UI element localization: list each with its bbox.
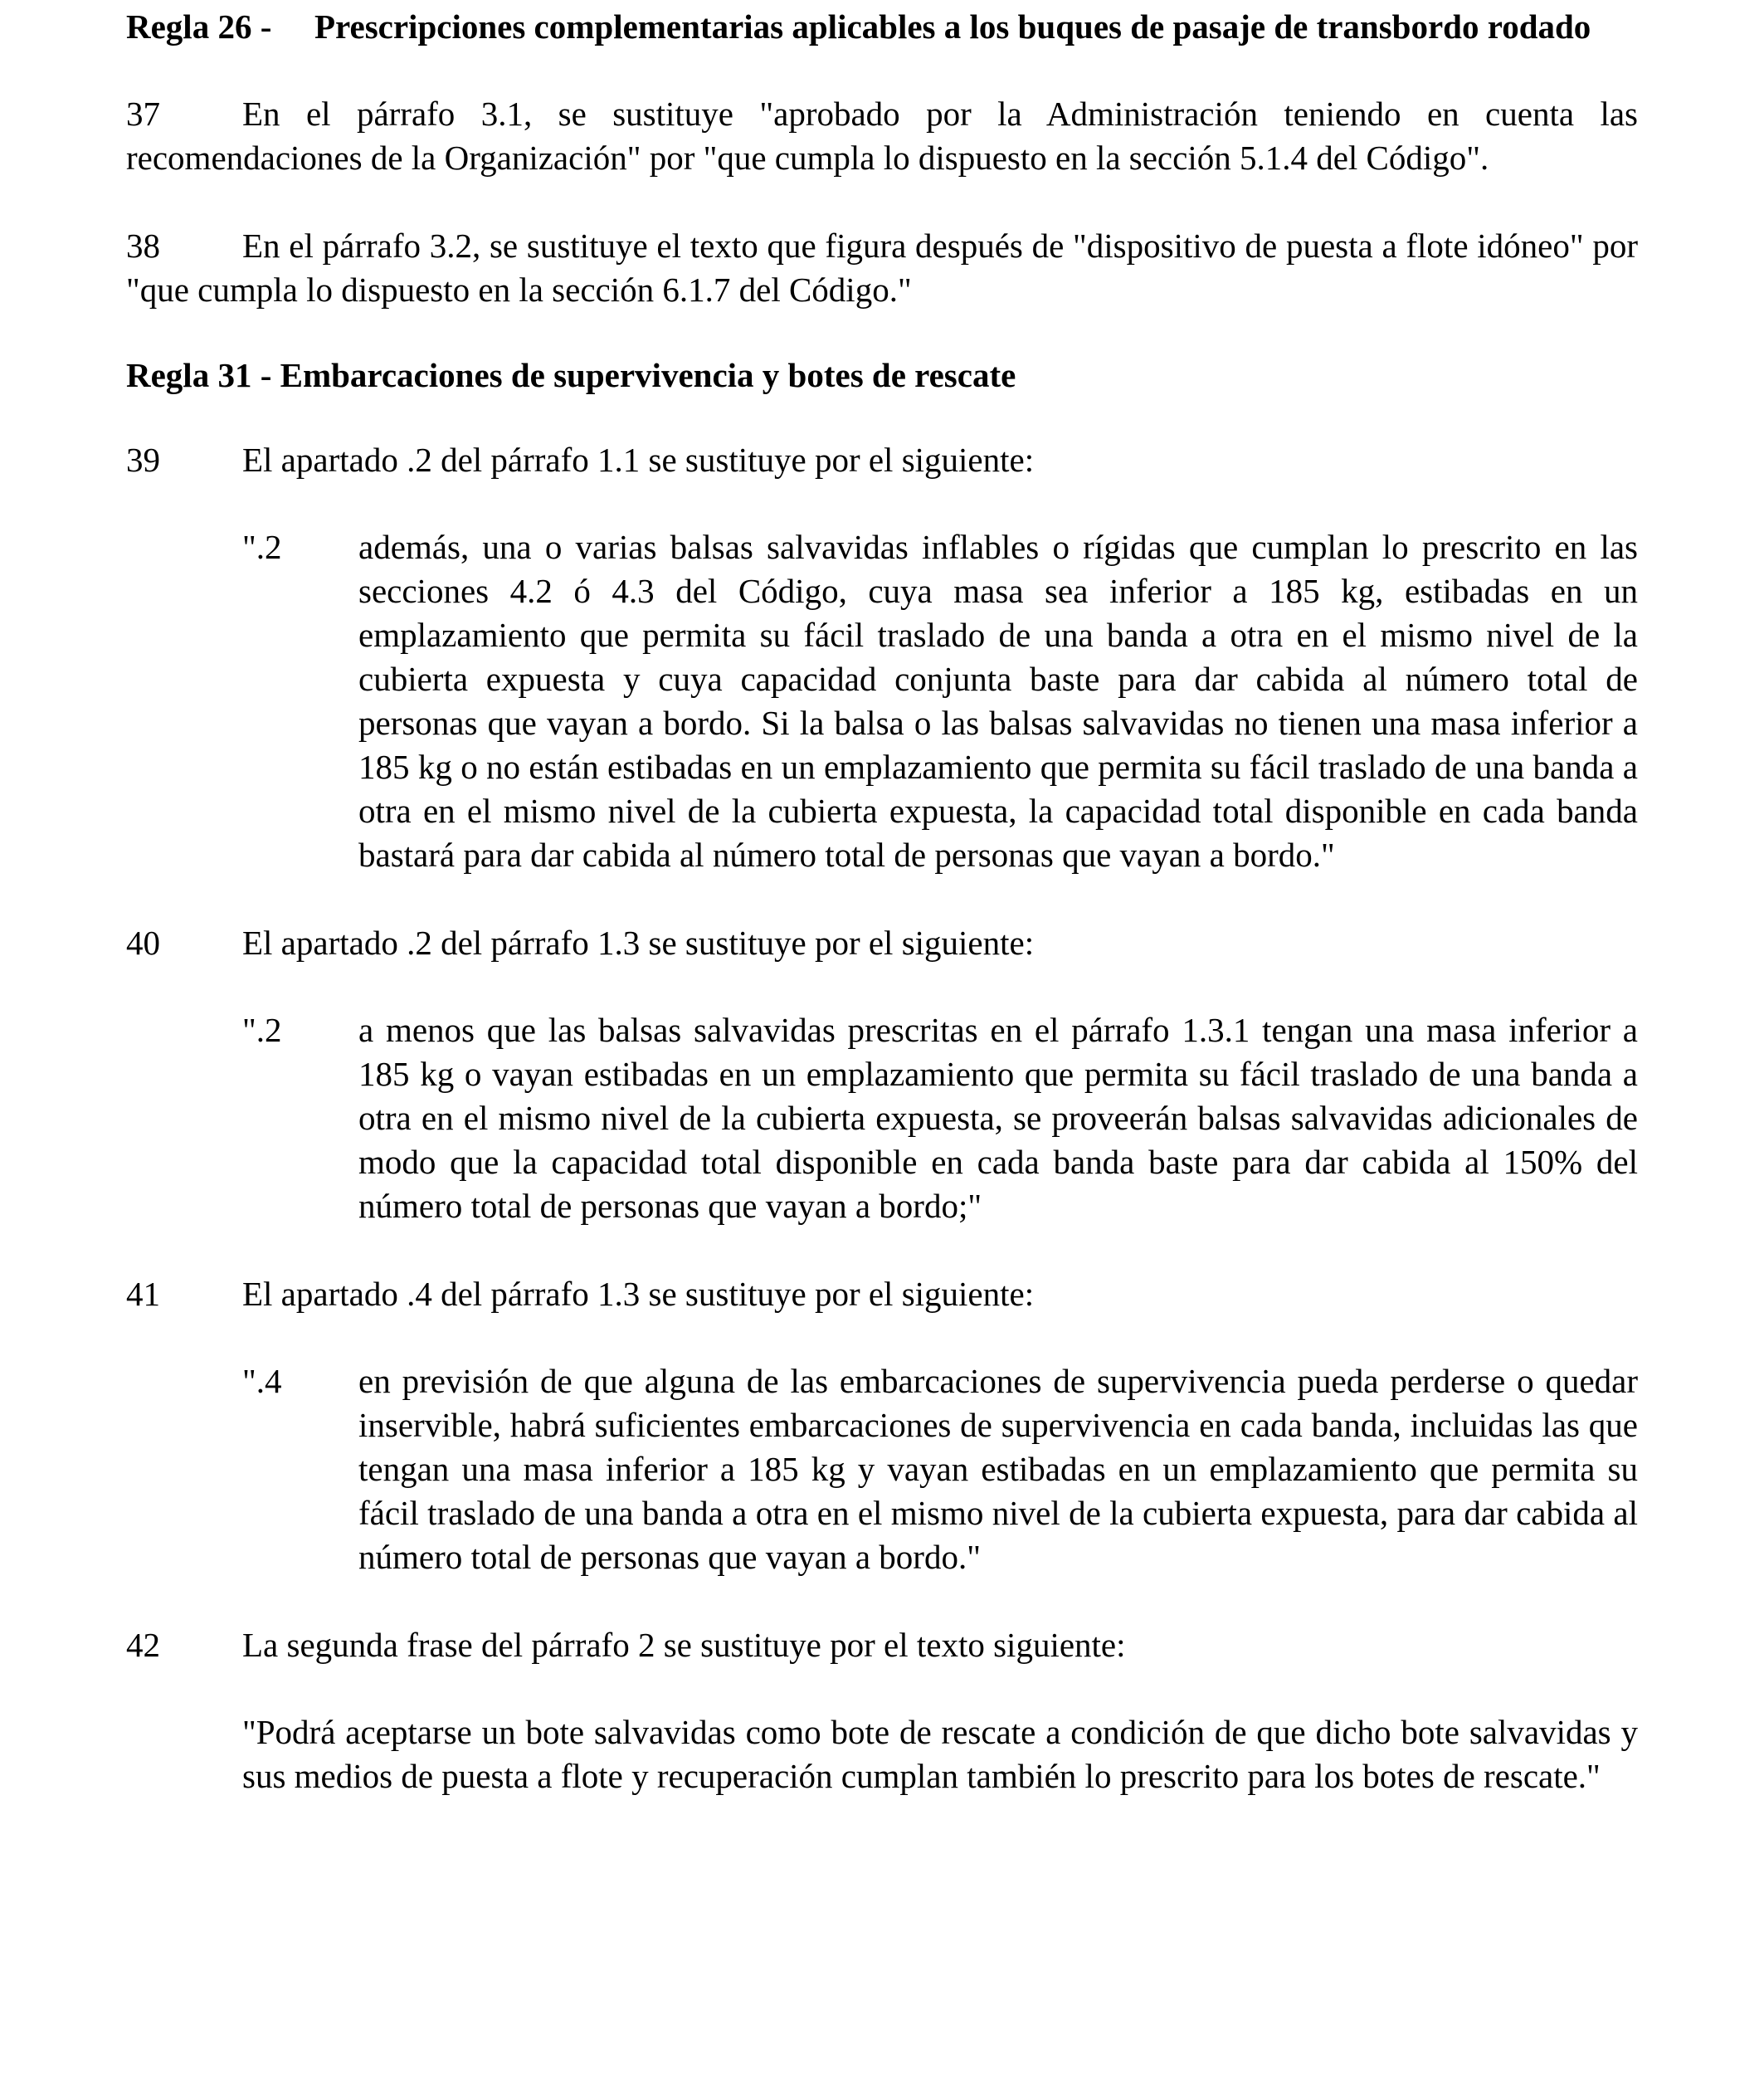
quote-text: a menos que las balsas salvavidas prescritas en el párrafo 1.3.1 tengan una masa inferior a 185 kg o vayan estibadas en un emplazamiento que permita su fácil traslado de una banda a otra en el mismo nivel de la cubierta expuesta, se proveerán balsas salvavidas adicionales de modo que la capacidad total disponible en cada banda baste para dar cabida al 150% del número total de personas que vayan a bordo;" xyxy=(358,1011,1638,1225)
paragraph-text: El apartado .2 del párrafo 1.1 se sustituye por el siguiente: xyxy=(242,441,1035,479)
quote-label: ".4 xyxy=(242,1362,282,1400)
quote-label: ".2 xyxy=(242,1011,282,1049)
regla-31-heading: Regla 31 - Embarcaciones de supervivencia y botes de rescate xyxy=(126,356,1016,394)
paragraph-number: 42 xyxy=(126,1626,160,1664)
paragraph-text: La segunda frase del párrafo 2 se sustituye por el texto siguiente: xyxy=(242,1626,1126,1664)
regla-26-title: Prescripciones complementarias aplicables a los buques de pasaje de transbordo rodado xyxy=(314,7,1591,46)
paragraph-number: 38 xyxy=(126,227,160,265)
paragraph-text: En el párrafo 3.2, se sustituye el texto que figura después de "dispositivo de puesta a flote idóneo" por "que cumpla lo dispuesto en la sección 6.1.7 del Código." xyxy=(126,227,1638,309)
quote-text: además, una o varias balsas salvavidas inflables o rígidas que cumplan lo prescrito en las secciones 4.2 ó 4.3 del Código, cuya masa sea inferior a 185 kg, estibadas en un emplazamiento que permita su fácil traslado de una banda a otra en el mismo nivel de la cubierta expuesta y cuya capacidad conjunta baste para dar cabida al número total de personas que vayan a bordo. Si la balsa o las balsas salvavidas no tienen una masa inferior a 185 kg o no están estibadas en un emplazamiento que permita su fácil traslado de una banda a otra en el mismo nivel de la cubierta expuesta, la capacidad total disponible en cada banda bastará para dar cabida al número total de personas que vayan a bordo." xyxy=(358,528,1638,874)
paragraph-number: 37 xyxy=(126,95,160,133)
quote-42: "Podrá aceptarse un bote salvavidas como bote de rescate a condición de que dicho bote salvavidas y sus medios de puesta a flote y recuperación cumplan también lo prescrito para los botes de rescate." xyxy=(242,1713,1638,1795)
paragraph-40 xyxy=(126,921,1638,965)
quote-text: en previsión de que alguna de las embarcaciones de supervivencia pueda perderse o quedar inservible, habrá suficientes embarcaciones de supervivencia en cada banda, incluidas las que tengan una masa inferior a 185 kg y vayan estibadas en un emplazamiento que permita su fácil traslado de una banda a otra en el mismo nivel de la cubierta expuesta, para dar cabida al número total de personas que vayan a bordo." xyxy=(358,1362,1638,1576)
paragraph-text: El apartado .4 del párrafo 1.3 se sustituye por el siguiente: xyxy=(242,1275,1035,1313)
quote-label: ".2 xyxy=(242,528,282,566)
quote-40 xyxy=(242,1008,1638,1228)
paragraph-41 xyxy=(126,1272,1638,1316)
paragraph-39 xyxy=(126,438,1638,482)
paragraph-37 xyxy=(126,92,1638,180)
paragraph-number: 39 xyxy=(126,441,160,479)
paragraph-number: 40 xyxy=(126,924,160,962)
regla-26-heading xyxy=(126,5,1638,48)
paragraph-text: El apartado .2 del párrafo 1.3 se sustituye por el siguiente: xyxy=(242,924,1035,962)
paragraph-38 xyxy=(126,224,1638,312)
quote-39 xyxy=(242,525,1638,877)
paragraph-42 xyxy=(126,1623,1638,1667)
regla-26-label: Regla 26 - xyxy=(126,7,272,46)
quote-41 xyxy=(242,1359,1638,1579)
document-page xyxy=(126,0,1638,1798)
paragraph-number: 41 xyxy=(126,1275,160,1313)
paragraph-text: En el párrafo 3.1, se sustituye "aprobado por la Administración teniendo en cuenta las recomendaciones de la Organización" por "que cumpla lo dispuesto en la sección 5.1.4 del Código". xyxy=(126,95,1638,177)
